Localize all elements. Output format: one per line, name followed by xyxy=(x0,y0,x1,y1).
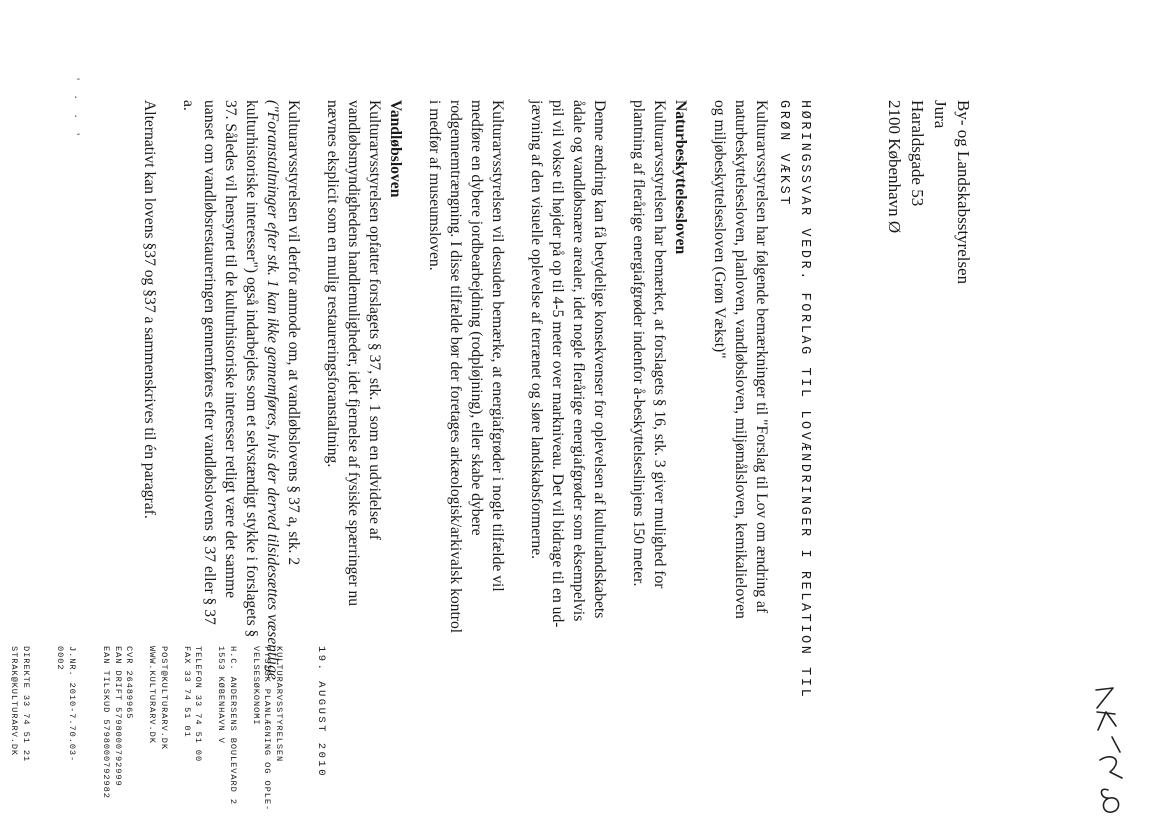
scan-marks: ' · · ' xyxy=(69,78,83,142)
sender-direct-email: STRAK@KULTURARV.DK xyxy=(9,646,20,757)
sender-sidebar xyxy=(8,646,284,811)
sender-ean-tilskud: EAN TILSKUD 5798000792982 xyxy=(101,646,112,799)
recipient-line: By- og Landskabsstyrelsen xyxy=(954,100,973,285)
journal-number: J.NR. 2010-7.70.03- xyxy=(67,646,77,763)
sender-cvr: CVR 26489965 xyxy=(124,646,135,720)
intro-paragraph: Kulturarvsstyrelsen har følgende bemærkninger til "Forslag til Lov om ændring af naturbeskyttelsesloven, planloven, vandløbsloven, miljømålsloven, kemikalieloven og miljøbeskyttelsesloven (Grøn Vækst)" xyxy=(711,100,770,619)
subject-heading xyxy=(773,100,815,699)
sender-org: KULTURARVSSTYRELSEN xyxy=(274,646,284,763)
body-paragraph: Kulturarvsstyrelsen vil derfor anmode om, at vandløbslovens § 37 a, stk. 2 ("Foranstaltninger efter stk. 1 kan ikke gennemføres, hvis der derved tilsidesættes væsentlige kulturhistoriske interesser") også indarbejdes som et selvstændigt stykke i forslagets § 37. Således vil hensynet til de kulturhistoriske interesser retligt være det samme uanset om vandløbsrestaureringen gennemføres efter vandløbslovens § 37 eller § 37 a. xyxy=(178,100,304,790)
sender-address: H.C. ANDERSENS BOULEVARD 2 xyxy=(228,646,238,805)
sender-phone: TELEFON 33 74 51 00 xyxy=(193,646,204,763)
subject-line: HØRINGSSVAR VEDR. FORLAG TIL LOVÆNDRINGER I RELATION TIL xyxy=(797,100,812,700)
italic-quote: ("Foranstaltninger efter stk. 1 kan ikke gennemføres, hvis der derved tilsidesættes væsentlige xyxy=(264,100,281,680)
sender-org: FYSISK PLANLÆGNING OG OPLE- xyxy=(262,646,273,812)
recipient-line: Haraldsgade 53 xyxy=(908,100,927,207)
section-heading-naturbeskyttelsesloven: Naturbeskyttelsesloven xyxy=(672,100,689,255)
body-paragraph: Kulturarvsstyrelsen har bemærket, at forslagets § 16, stk. 3 giver mulighed for plantning af flerårige energiafgrøder indenfor å-beskyttelseslinjens 150 meter. xyxy=(630,100,668,589)
recipient-address xyxy=(883,100,975,284)
subject-line: GRØN VÆKST xyxy=(776,100,791,208)
sender-website: WWW.KULTURARV.DK xyxy=(147,646,158,744)
sender-address: 1553 KØBENHAVN V xyxy=(216,646,227,744)
sender-email: POST@KULTURARV.DK xyxy=(159,646,169,750)
body-paragraph: Kulturarvsstyrelsen vil desuden bemærke, at energiafgrøder i nogle tilfælde vil medføre en dybere jordbearbejdning (rodpløjning), eller skabe dybere rodgennemtrængning. I disse tilfælde bør der foretages arkæologisk/arkivalsk kontrol i medfør af museumsloven. xyxy=(426,100,506,634)
section-heading-vandlobsloven: Vandløbsloven xyxy=(387,100,404,198)
sender-org: VELSESØKONOMI xyxy=(251,646,261,726)
body-paragraph: Denne ændring kan få betydelige konsekvenser for oplevelsen af kulturlandskabets ådale og vandløbsnære arealer, idet nogle flerårige energiafgrøder som eksempelvis pil vil vokse til højder på op til 4-5 meter over markniveau. Det vil bidrage til en ud- jævning af den visuelle oplevelse af terrænet og sløre landskabsformerne. xyxy=(528,100,608,628)
sender-ean-drift: EAN DRIFT 5798000792999 xyxy=(113,646,123,787)
letter-date: 19. AUGUST 2010 xyxy=(315,646,327,779)
recipient-line: 2100 København Ø xyxy=(885,100,904,234)
body-paragraph: Kulturarvsstyrelsen opfatter forslagets § 37, stk. 1 som en udvidelse af vandløbsmyndighedens handlemuligheder, idet fjernelse af fysiske spærringer nu nævnes eksplicit som en mulig restaureringsforanstaltning. xyxy=(324,100,383,607)
recipient-line: Jura xyxy=(931,100,950,129)
sender-direct-phone: DIREKTE 33 74 51 21 xyxy=(21,646,31,763)
body-paragraph: Alternativt kan lovens §37 og §37 a sammenskrives til én paragraf. xyxy=(141,100,158,519)
sender-fax: FAX 33 74 51 01 xyxy=(182,646,192,738)
journal-number: 0002 xyxy=(55,646,66,671)
